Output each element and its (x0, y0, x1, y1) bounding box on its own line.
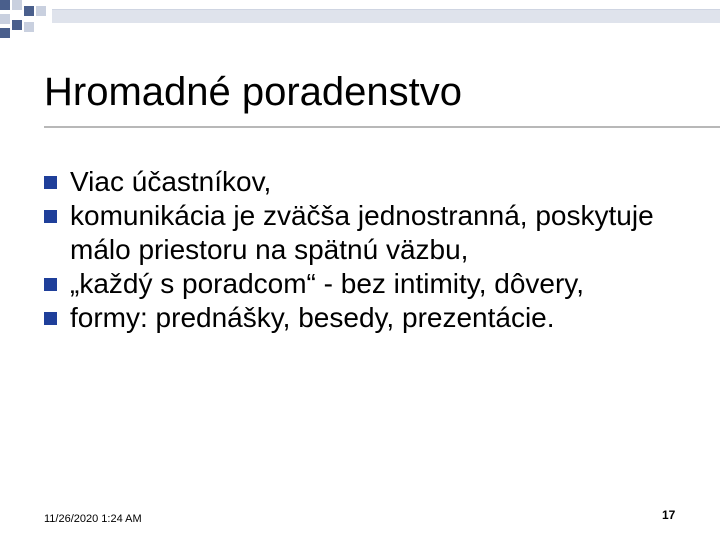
square-bullet-icon (44, 312, 57, 325)
bullet-item (44, 199, 704, 266)
square-bullet-icon (44, 278, 57, 291)
title-underline (44, 126, 720, 128)
bullet-text: Viac účastníkov, (70, 166, 272, 197)
bullet-text: formy: prednášky, besedy, prezentácie. (70, 301, 555, 333)
bullet-item (44, 301, 704, 335)
slide-title: Hromadné poradenstvo (44, 70, 463, 114)
bullet-text: komunikácia je zväčša jednostranná, poskytuje málo priestoru na spätnú väzbu, (70, 200, 654, 265)
bullet-item (44, 267, 704, 301)
bullet-list (44, 165, 704, 335)
square-bullet-icon (44, 176, 57, 189)
header-decoration (0, 0, 720, 50)
square-bullet-icon (44, 210, 57, 223)
bullet-text: „každý s poradcom“ - bez intimity, dôvery, (70, 267, 585, 299)
bullet-item (44, 165, 704, 199)
page-number: 17 (662, 508, 676, 522)
footer-date: 11/26/2020 1:24 AM (44, 513, 142, 525)
